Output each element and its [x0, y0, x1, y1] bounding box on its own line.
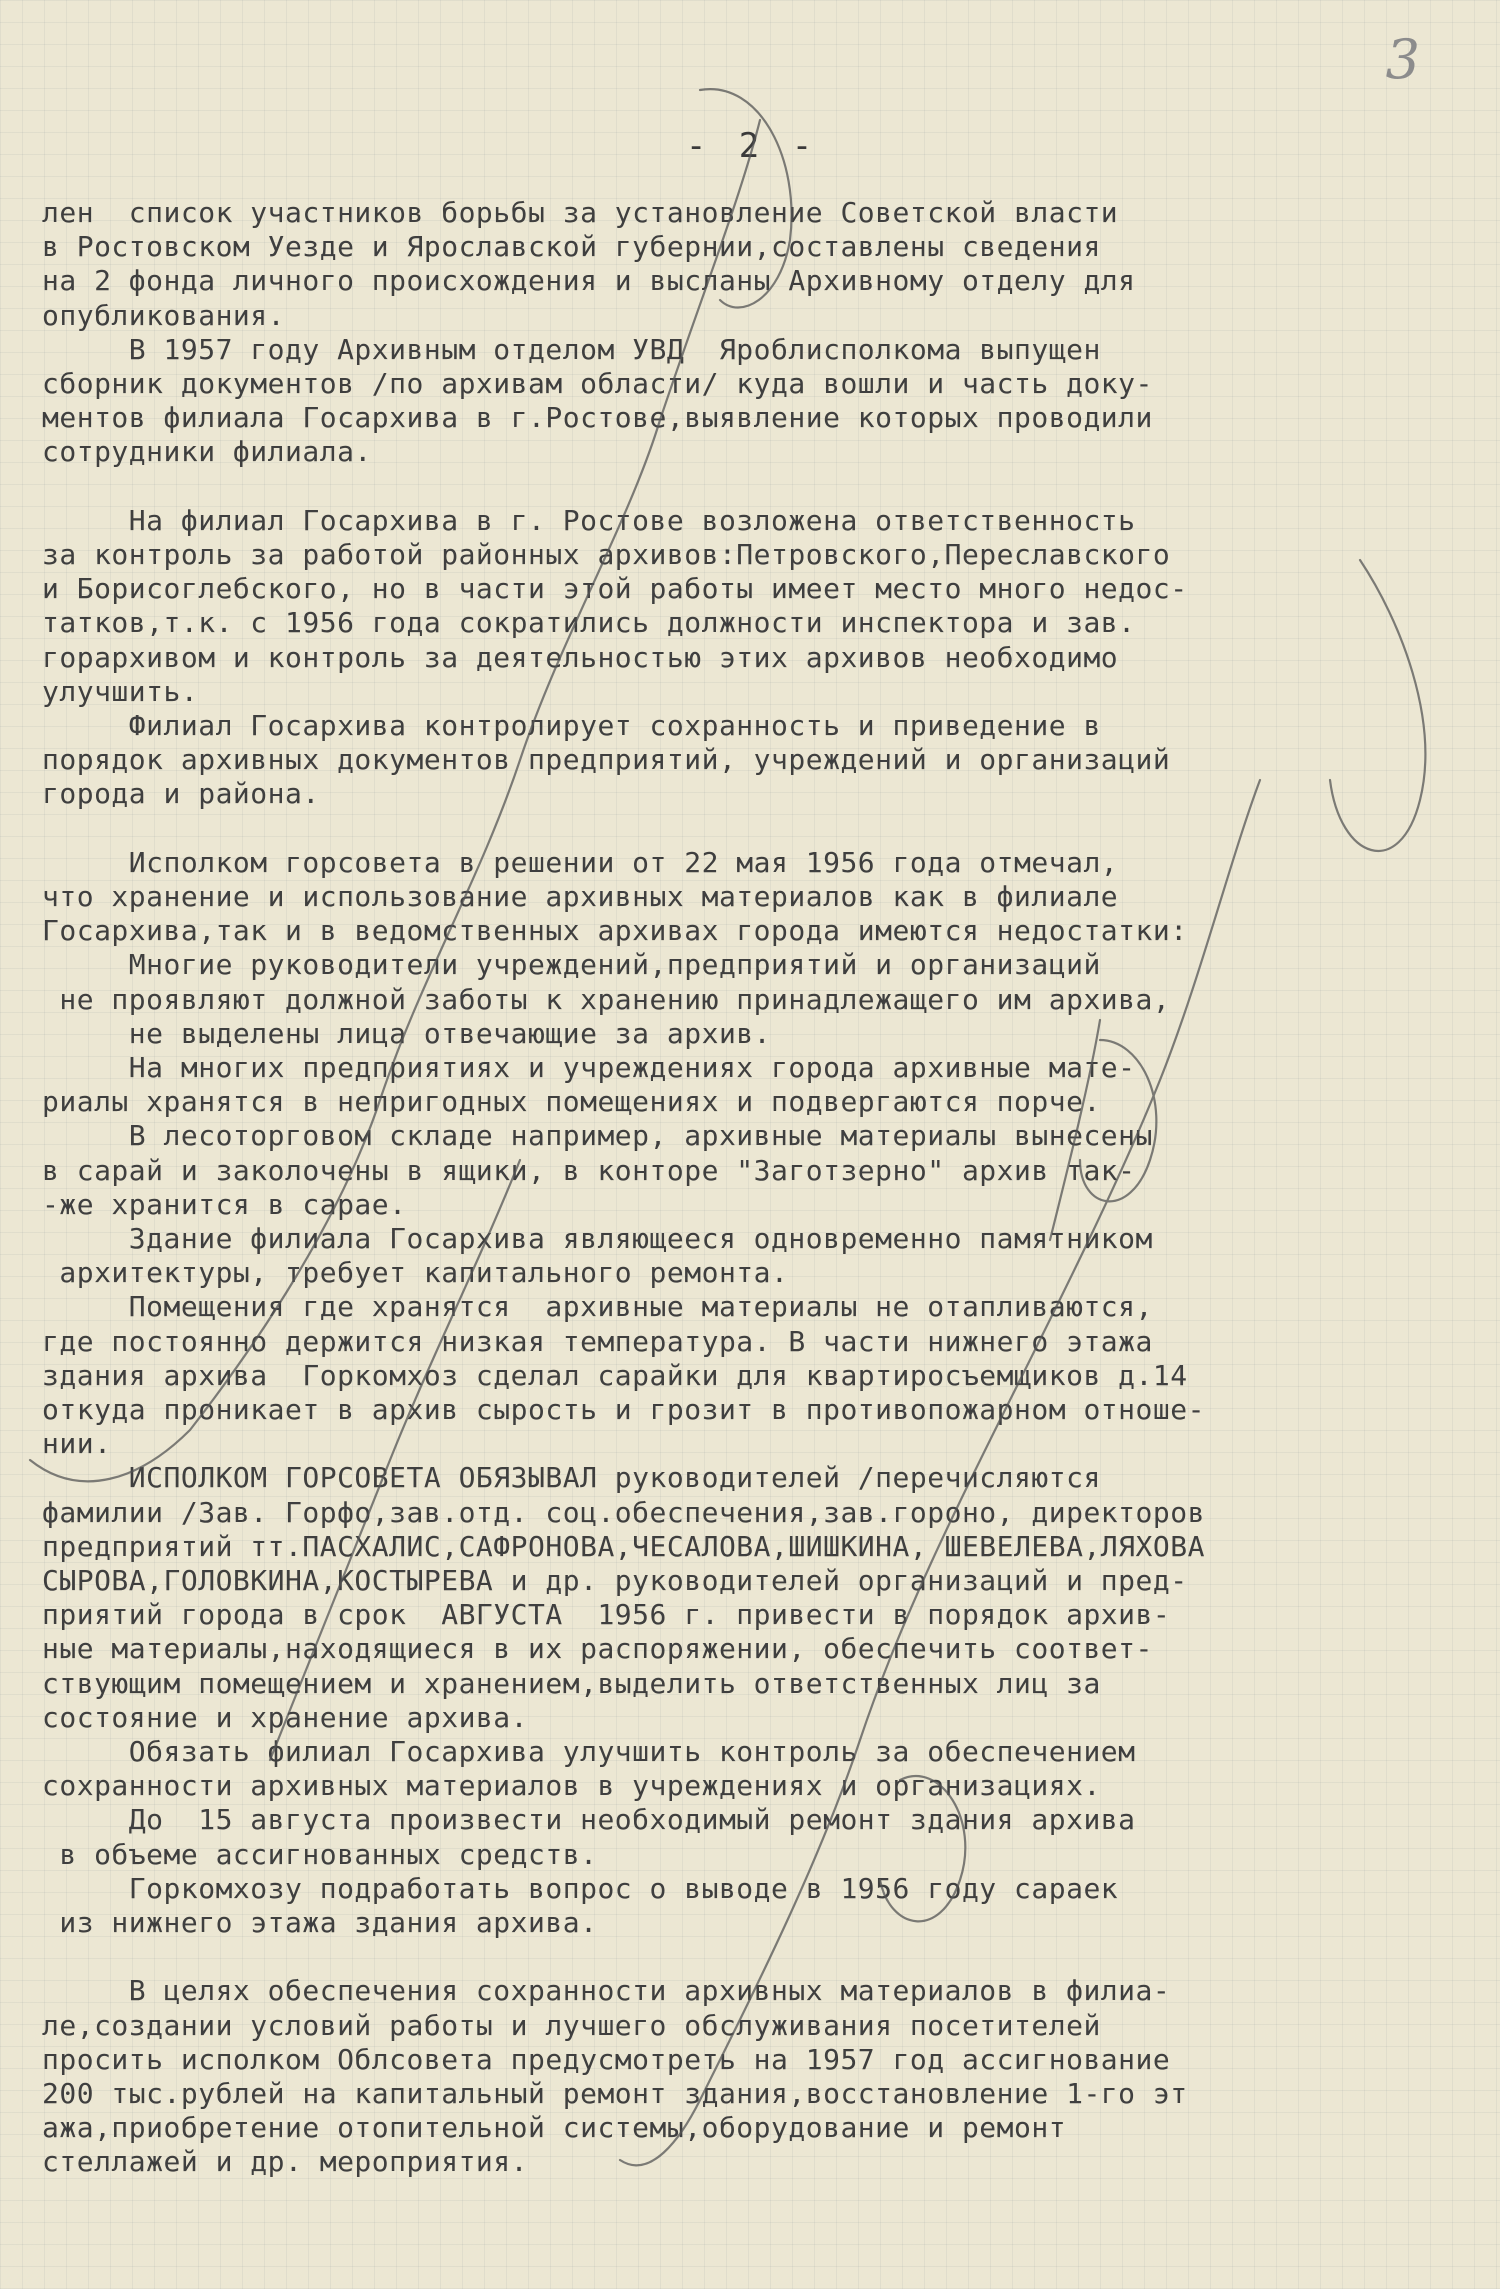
text-line: здания архива Горкомхоз сделал сарайки для квартиросъемщиков д.14 [42, 1358, 1188, 1392]
text-line: откуда проникает в архив сырость и грозит в противопожарном отноше- [42, 1393, 1205, 1426]
page-number: - 2 - [685, 126, 819, 166]
text-line: города и района. [42, 777, 320, 811]
text-line: улучшить. [42, 674, 199, 708]
text-line: татков,т.к. с 1956 года сократились должности инспектора и зав. [42, 606, 1136, 640]
text-line: На многих предприятиях и учреждениях города архивные мате- [42, 1051, 1136, 1084]
text-line: До 15 августа произвести необходимый ремонт здания архива [42, 1803, 1136, 1837]
text-line: сохранности архивных материалов в учреждениях и организациях. [42, 1769, 1101, 1803]
text-line: что хранение и использование архивных материалов как в филиале [42, 880, 1119, 913]
text-line: ле,создании условий работы и лучшего обслуживания посетителей [42, 2008, 1101, 2042]
text-line: в Ростовском Уезде и Ярославской губернии,составлены сведения [42, 230, 1101, 264]
text-line: в сарай и заколочены в ящики, в конторе "Заготзерно" архив так- [42, 1153, 1136, 1187]
text-line: В 1957 году Архивным отделом УВД Яроблисполкома выпущен [42, 332, 1101, 366]
archive-sheet-number: 3 [1385, 28, 1420, 91]
text-line: ные материалы,находящиеся в их распоряжении, обеспечить соответ- [42, 1632, 1153, 1666]
text-line: предприятий тт.ПАСХАЛИС,САФРОНОВА,ЧЕСАЛОВА,ШИШКИНА, ШЕВЕЛЕВА,ЛЯХОВА [42, 1529, 1205, 1563]
text-line: за контроль за работой районных архивов:Петровского,Переславского [42, 538, 1171, 571]
text-line: ствующим помещением и хранением,выделить ответственных лиц за [42, 1666, 1101, 1700]
text-line: не выделены лица отвечающие за архив. [42, 1016, 772, 1050]
text-line: 200 тыс.рублей на капитальный ремонт здания,восстановление 1-го эт [42, 2077, 1188, 2110]
text-line: Филиал Госархива контролирует сохранность и приведение в [42, 709, 1101, 742]
text-line: горархивом и контроль за деятельностью этих архивов необходимо [42, 640, 1119, 674]
text-line: просить исполком Облсовета предусмотреть на 1957 год ассигнование [42, 2042, 1171, 2076]
text-line: на 2 фонда личного происхождения и высланы Архивному отделу для [42, 264, 1136, 298]
text-line: Обязать филиал Госархива улучшить контроль за обеспечением [42, 1735, 1136, 1768]
text-line: сборник документов /по архивам области/ куда вошли и часть доку- [42, 367, 1153, 400]
text-line: Горкомхозу подработать вопрос о выводе в 1956 году сараек [42, 1871, 1119, 1905]
text-line: в объеме ассигнованных средств. [42, 1837, 598, 1871]
text-line: На филиал Госархива в г. Ростове возложена ответственность [42, 503, 1136, 537]
text-line: архитектуры, требует капитального ремонта. [42, 1256, 789, 1290]
text-line: фамилии /Зав. Горфо,зав.отд. соц.обеспечения,зав.гороно, директоров [42, 1495, 1205, 1529]
text-line: риалы хранятся в непригодных помещениях и подвергаются порче. [42, 1085, 1101, 1119]
text-line: из нижнего этажа здания архива. [42, 1906, 598, 1939]
text-line: Исполком горсовета в решении от 22 мая 1956 года отмечал, [42, 845, 1119, 879]
text-line: Многие руководители учреждений,предприятий и организаций [42, 948, 1101, 982]
text-line: состояние и хранение архива. [42, 1700, 529, 1734]
text-line: где постоянно держится низкая температура. В части нижнего этажа [42, 1324, 1153, 1358]
text-line: приятий города в срок АВГУСТА 1956 г. привести в порядок архив- [42, 1598, 1171, 1632]
text-line: не проявляют должной заботы к хранению принадлежащего им архива, [42, 982, 1171, 1016]
text-line: Здание филиала Госархива являющееся одновременно памятником [42, 1222, 1153, 1255]
text-line: В лесоторговом складе например, архивные материалы вынесены [42, 1119, 1153, 1153]
text-line: опубликования. [42, 298, 286, 332]
text-line: -же хранится в сарае. [42, 1187, 407, 1221]
text-line: В целях обеспечения сохранности архивных материалов в филиа- [42, 1974, 1171, 2008]
text-line: порядок архивных документов предприятий, учреждений и организаций [42, 743, 1171, 777]
typed-text-body [42, 0, 1462, 2179]
text-line: лен список участников борьбы за установление Советской власти [42, 196, 1119, 229]
text-line: ментов филиала Госархива в г.Ростове,выявление которых проводили [42, 401, 1153, 435]
text-line: нии. [42, 1427, 112, 1461]
pencil-stroke [1330, 560, 1425, 851]
text-line: и Борисоглебского, но в части этой работы имеет место много недос- [42, 572, 1188, 606]
text-line: ажа,приобретение отопительной системы,оборудование и ремонт [42, 2111, 1067, 2145]
text-line: Госархива,так и в ведомственных архивах города имеются недостатки: [42, 914, 1188, 948]
text-line: СЫРОВА,ГОЛОВКИНА,КОСТЫРЕВА и др. руководителей организаций и пред- [42, 1564, 1188, 1597]
text-line: стеллажей и др. мероприятия. [42, 2145, 529, 2179]
text-line: сотрудники филиала. [42, 435, 372, 469]
text-line: Помещения где хранятся архивные материалы не отапливаются, [42, 1290, 1153, 1324]
text-line: ИСПОЛКОМ ГОРСОВЕТА ОБЯЗЫВАЛ руководителей /перечисляются [42, 1461, 1101, 1495]
